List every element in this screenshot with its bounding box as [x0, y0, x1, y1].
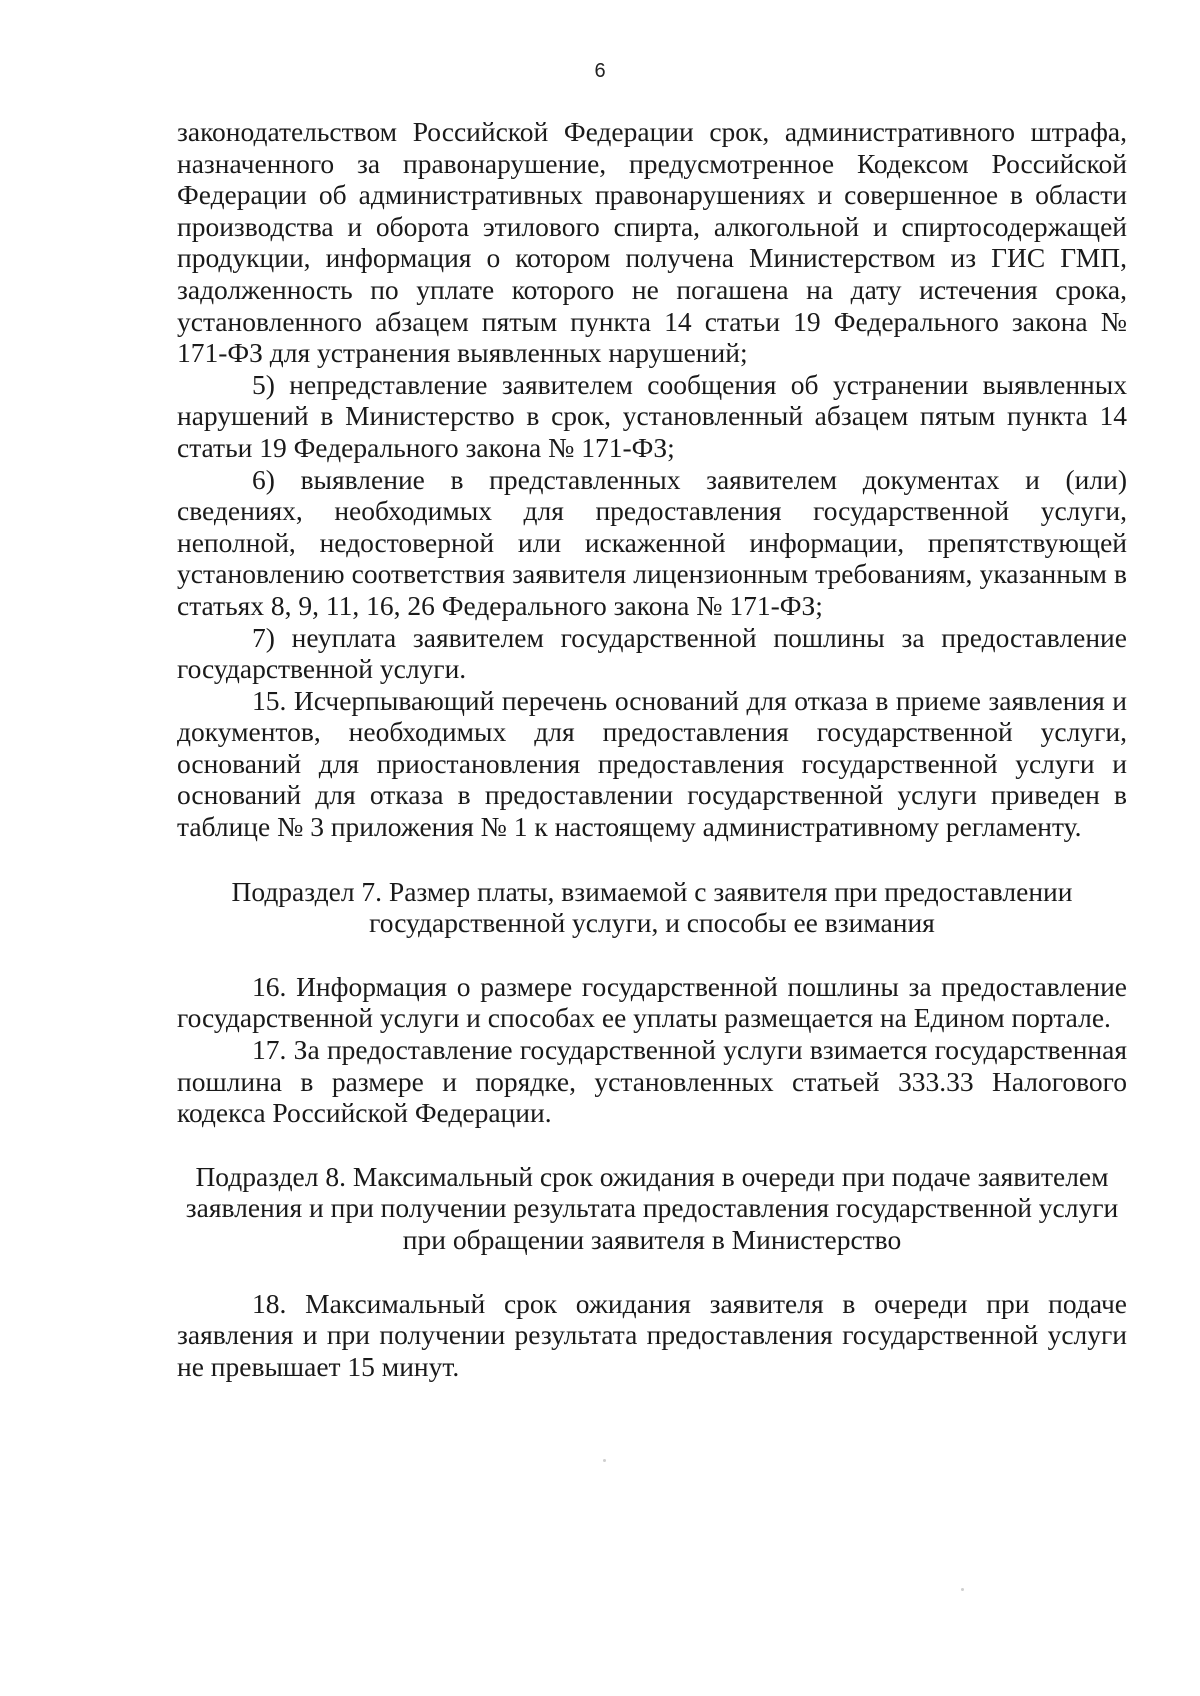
- scan-speck: [961, 1588, 964, 1591]
- paragraph-18: 18. Максимальный срок ожидания заявителя в очереди при подаче заявления и при получении результата предоставления государственной услуги не превышает 15 минут.: [177, 1287, 1127, 1382]
- document-body: [177, 116, 1127, 1382]
- paragraph-item-6: 6) выявление в представленных заявителем документах и (или) сведениях, необходимых для предоставления государственной услуги, неполной, недостоверной или искаженной информации, препятствующей установлению соответствия заявителя лицензионным требованиям, указанным в статьях 8, 9, 11, 16, 26 Федерального закона № 171-ФЗ;: [177, 463, 1127, 621]
- subsection-7-heading: Подраздел 7. Размер платы, взимаемой с заявителя при предоставлении государственной услуги, и способы ее взимания: [231, 875, 1073, 939]
- scan-speck: [603, 1459, 606, 1462]
- paragraph-item-7: 7) неуплата заявителем государственной пошлины за предоставление государственной услуги.: [177, 621, 1127, 685]
- subsection-8-heading: Подраздел 8. Максимальный срок ожидания в очереди при подаче заявителем заявления и при получении результата предоставления государственной услуги при обращении заявителя в Министерство: [185, 1160, 1119, 1255]
- paragraph-15: 15. Исчерпывающий перечень оснований для отказа в приеме заявления и документов, необходимых для предоставления государственной услуги, оснований для приостановления предоставления государственной услуги и оснований для отказа в предоставлении государственной услуги приведен в таблице № 3 приложения № 1 к настоящему административному регламенту.: [177, 684, 1127, 843]
- paragraph-item-5: 5) непредставление заявителем сообщения об устранении выявленных нарушений в Министерство в срок, установленный абзацем пятым пункта 14 статьи 19 Федерального закона № 171-ФЗ;: [177, 368, 1127, 463]
- paragraph-continuation: законодательством Российской Федерации срок, административного штрафа, назначенного за правонарушение, предусмотренное Кодексом Российской Федерации об административных правонарушениях и совершенное в области производства и оборота этилового спирта, алкогольной и спиртосодержащей продукции, информация о котором получена Министерством из ГИС ГМП, задолженность по уплате которого не погашена на дату истечения срока, установленного абзацем пятым пункта 14 статьи 19 Федерального закона № 171-ФЗ для устранения выявленных нарушений;: [177, 116, 1127, 369]
- page-number: 6: [594, 60, 606, 82]
- paragraph-16: 16. Информация о размере государственной пошлины за предоставление государственной услуги и способах ее уплаты размещается на Едином портале.: [177, 970, 1127, 1034]
- paragraph-17: 17. За предоставление государственной услуги взимается государственная пошлина в размере и порядке, установленных статьей 333.33 Налогового кодекса Российской Федерации.: [177, 1034, 1127, 1129]
